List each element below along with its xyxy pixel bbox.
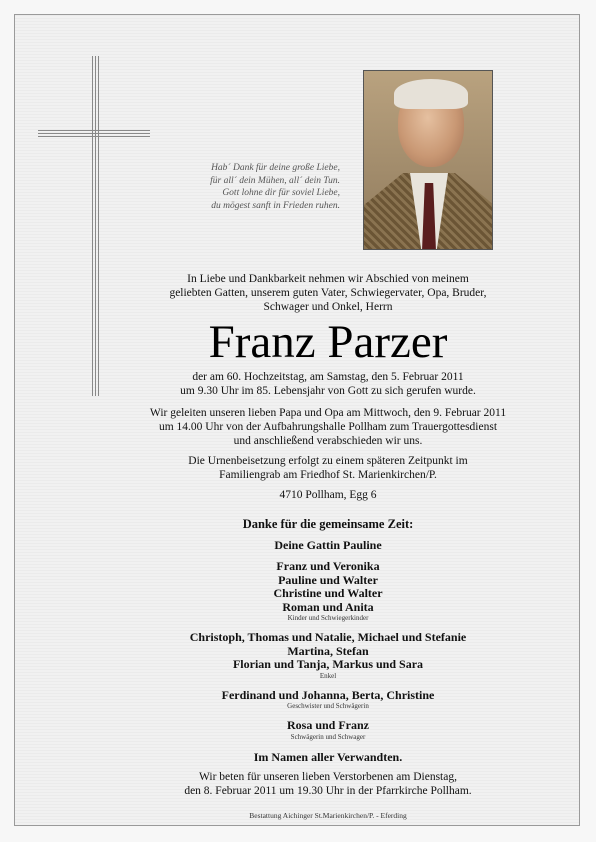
child-entry: Franz und Veronika xyxy=(276,559,380,573)
urn-line: Familiengrab am Friedhof St. Marienkirchen/P. xyxy=(219,469,437,481)
death-line: der am 60. Hochzeitstag, am Samstag, den 5. Februar 2011 xyxy=(192,371,464,383)
siblings-caption: Geschwister und Schwägerin xyxy=(287,702,369,710)
mourners-list xyxy=(100,518,556,764)
prayer-info xyxy=(100,770,556,798)
verse-line: du mögest sanft in Frieden ruhen. xyxy=(211,200,340,211)
verse-line: Hab´ Dank für deine große Liebe, xyxy=(211,163,340,173)
child-entry: Christine und Walter xyxy=(273,586,383,600)
funeral-line: und anschließend verabschieden wir uns. xyxy=(233,435,423,447)
grandchild-entry: Christoph, Thomas und Natalie, Michael und Stefanie xyxy=(189,630,467,644)
grandchild-entry: Florian und Tanja, Markus und Sara xyxy=(232,657,424,671)
urn-line: Die Urnenbeisetzung erfolgt zu einem späteren Zeitpunkt im xyxy=(188,455,468,467)
child-entry: Pauline und Walter xyxy=(278,572,378,587)
inlaws-entry: Rosa und Franz xyxy=(286,718,369,732)
inlaws-caption: Schwägerin und Schwager xyxy=(290,732,366,741)
relatives-line: Im Namen aller Verwandten. xyxy=(253,749,403,764)
child-entry: Roman und Anita xyxy=(282,599,374,614)
deceased-name: Franz Parzer xyxy=(208,316,448,368)
death-line: um 9.30 Uhr im 85. Lebensjahr von Gott zu sich gerufen wurde. xyxy=(180,385,476,397)
address: 4710 Pollham, Egg 6 xyxy=(279,489,377,501)
children-caption: Kinder und Schwiegerkinder xyxy=(287,614,369,622)
grandchild-entry: Martina, Stefan xyxy=(287,643,369,658)
undertaker-footer: Bestattung Aichinger St.Marienkirchen/P. - Eferding xyxy=(249,811,407,820)
thanks-heading: Danke für die gemeinsame Zeit: xyxy=(242,517,414,531)
prayer-line: Wir beten für unseren lieben Verstorbenen am Dienstag, xyxy=(199,771,457,783)
grandchildren-caption: Enkel xyxy=(319,671,337,680)
frame-left-line xyxy=(14,14,15,826)
funeral-info xyxy=(100,406,556,448)
intro-text xyxy=(100,272,556,314)
funeral-line: um 14.00 Uhr von der Aufbahrungshalle Pollham zum Trauergottesdienst xyxy=(158,421,498,433)
death-notice xyxy=(100,370,556,398)
intro-line: geliebten Gatten, unserem guten Vater, Schwiegervater, Opa, Bruder, xyxy=(169,287,487,299)
intro-line: In Liebe und Dankbarkeit nehmen wir Abschied von meinem xyxy=(187,273,469,285)
funeral-line: Wir geleiten unseren lieben Papa und Opa am Mittwoch, den 9. Februar 2011 xyxy=(149,407,507,419)
frame-top-line xyxy=(14,14,580,15)
verse-line: für all´ dein Mühen, all´ dein Tun. xyxy=(210,175,340,186)
wife-name: Deine Gattin Pauline xyxy=(274,537,382,552)
memorial-verse xyxy=(160,162,340,212)
frame-right-line xyxy=(579,14,580,826)
urn-info xyxy=(100,454,556,482)
frame-bottom-line xyxy=(14,825,580,826)
prayer-line: den 8. Februar 2011 um 19.30 Uhr in der Pfarrkirche Pollham. xyxy=(184,785,472,797)
siblings-entry: Ferdinand und Johanna, Berta, Christine xyxy=(221,687,435,702)
portrait-photo xyxy=(363,70,493,250)
intro-line: Schwager und Onkel, Herrn xyxy=(263,301,393,313)
verse-line: Gott lohne dir für soviel Liebe, xyxy=(222,188,340,198)
